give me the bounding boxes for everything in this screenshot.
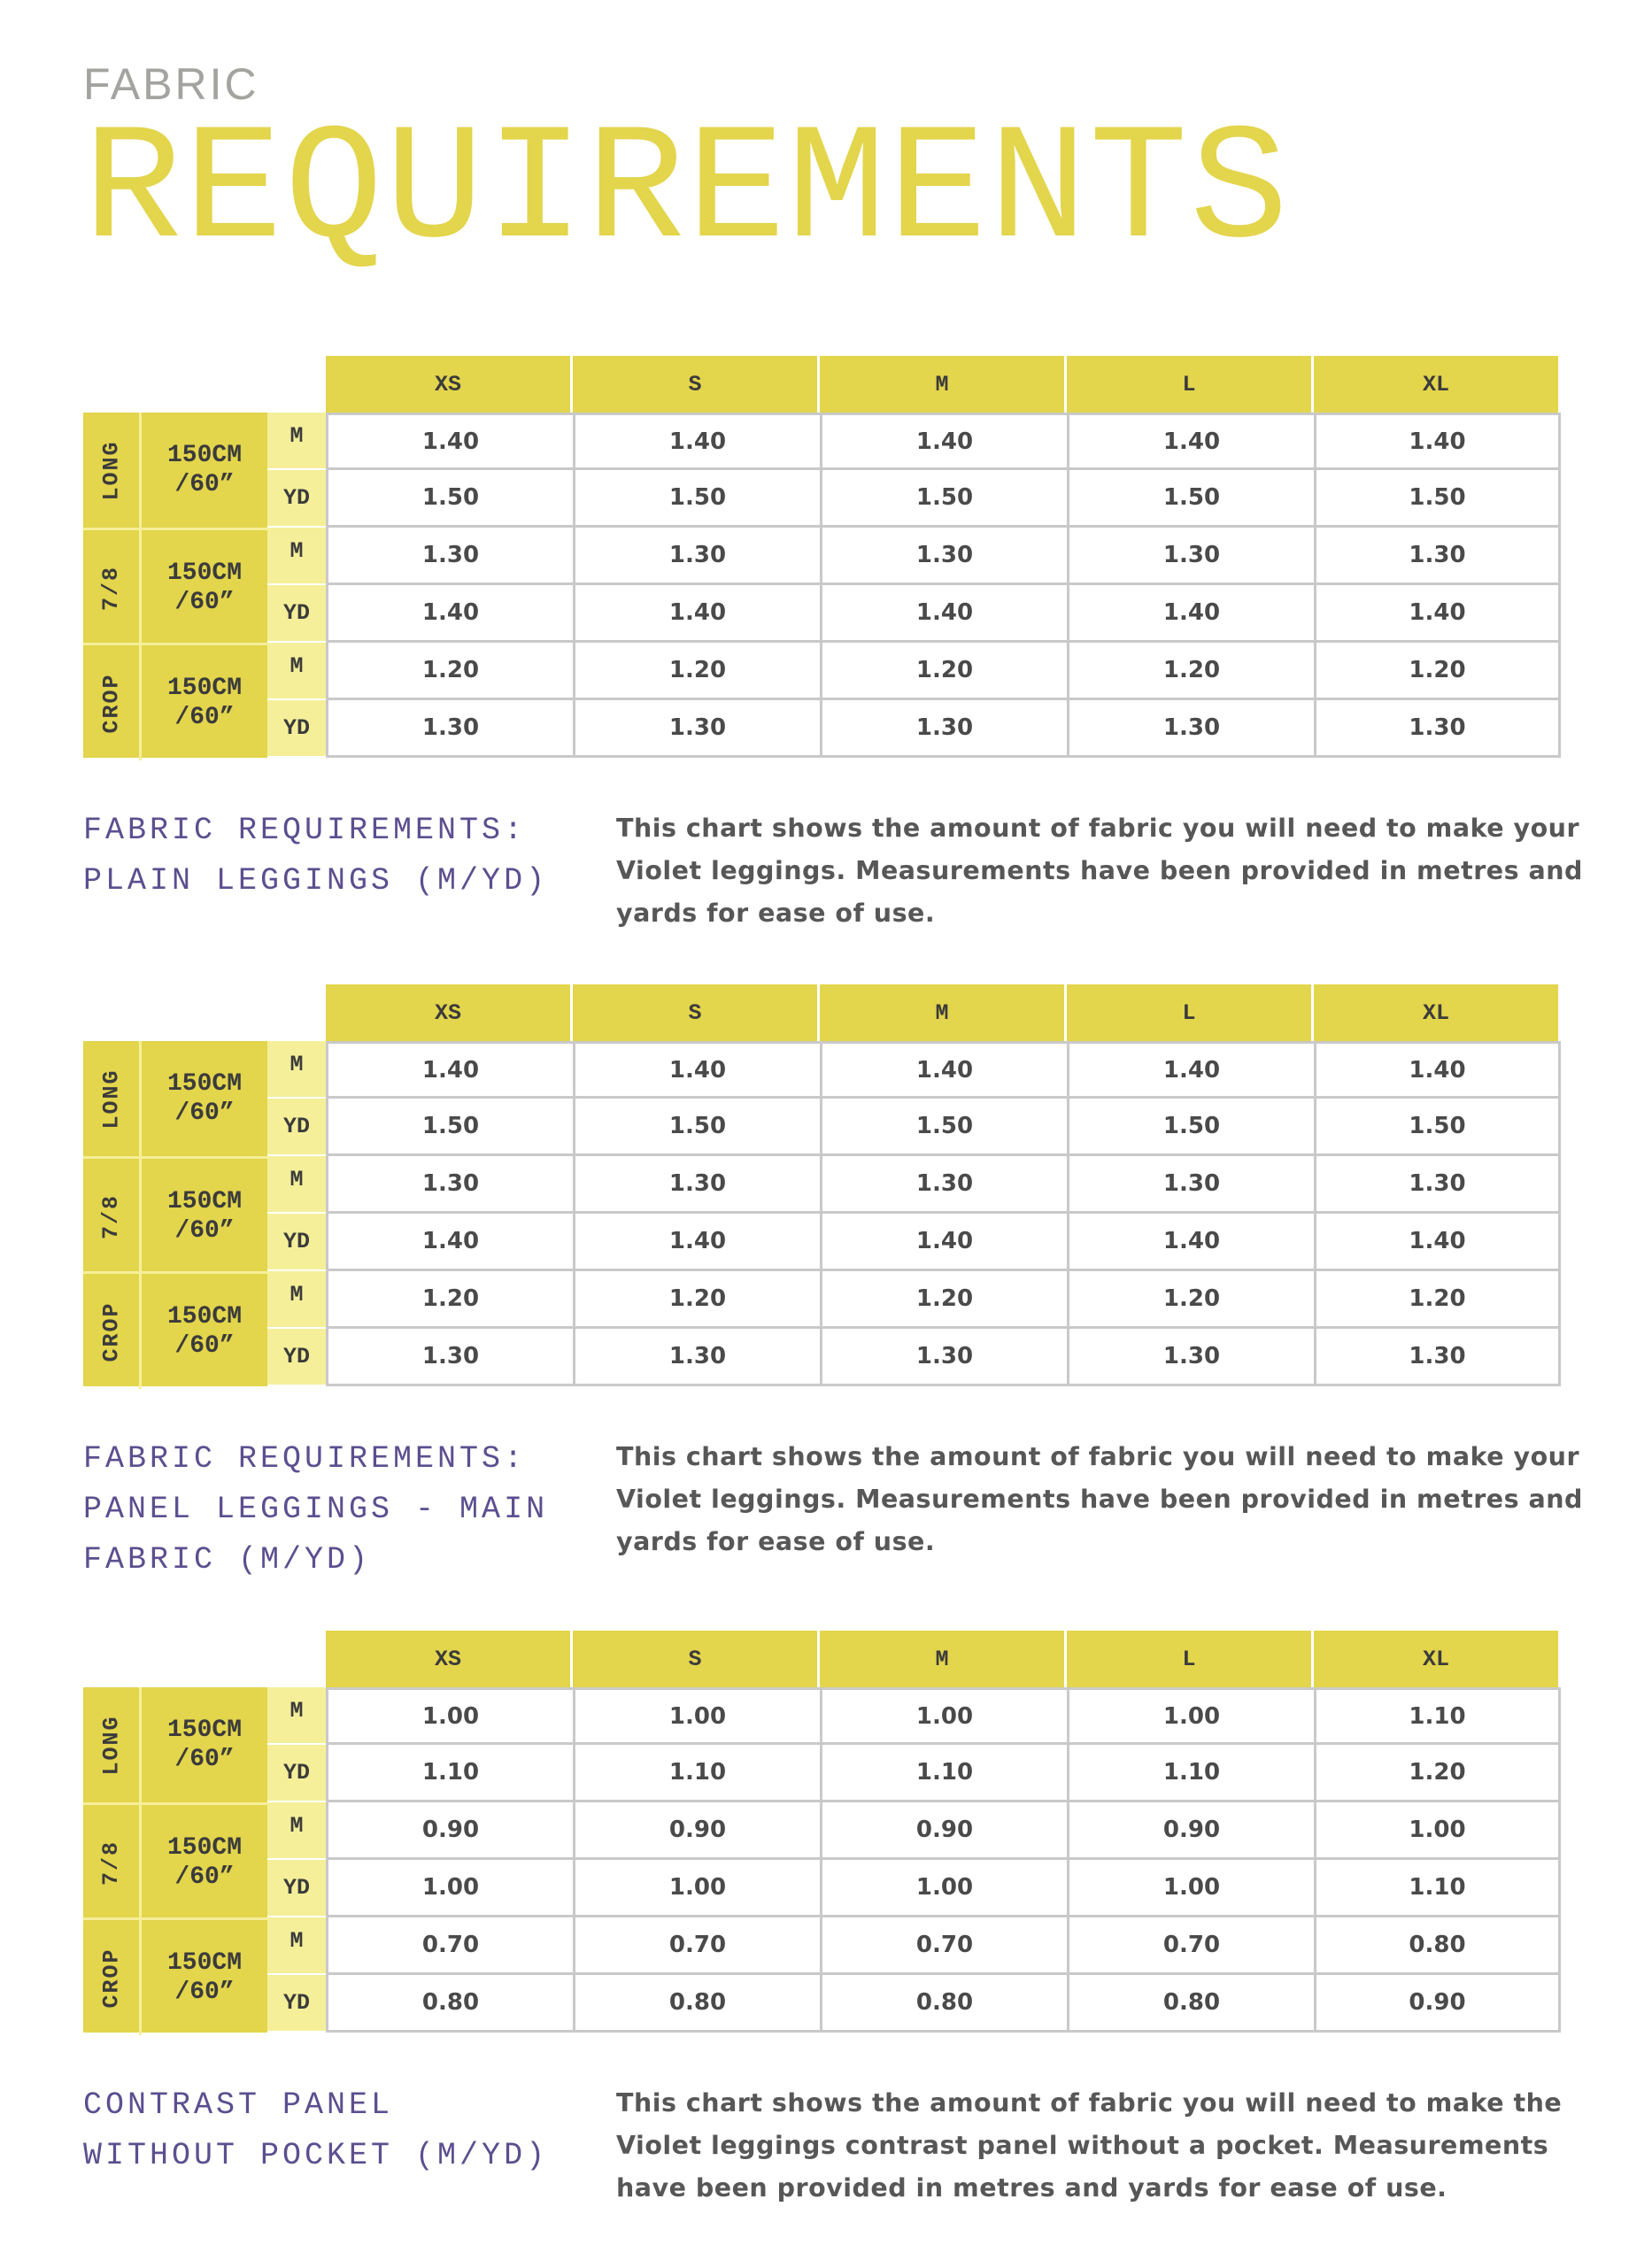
length-label [83,1274,142,1389]
table-cell: 1.20 [1314,1745,1561,1802]
table-cell: 1.00 [326,1860,573,1917]
unit-label-m: M [267,528,326,585]
table-cell: 1.00 [820,1860,1067,1917]
fabric-width-line: 150CM [166,442,242,469]
table-cell: 0.70 [820,1917,1067,1975]
table-cell: 1.40 [1314,1214,1561,1271]
fabric-width-label [142,1805,267,1920]
length-label-text: LONG [98,439,125,501]
table-cell: 1.40 [1067,585,1314,643]
unit-label-m: M [267,1271,326,1329]
length-label-text: CROP [98,672,125,734]
unit-label-m: M [267,1156,326,1214]
table-cell: 1.50 [573,1099,820,1156]
size-header-l: L [1067,356,1314,413]
table-cell: 1.10 [326,1745,573,1802]
row-group-crop [83,1917,267,2033]
size-header-s: S [573,1631,820,1687]
table-cell: 1.40 [573,585,820,643]
unit-label-yd: YD [267,1214,326,1271]
row-group-long [83,413,267,528]
table-cell: 1.20 [326,643,573,700]
unit-label-yd: YD [267,585,326,643]
size-header-xl: XL [1314,1631,1561,1687]
table-cell: 1.30 [326,528,573,585]
table-cell: 1.30 [820,700,1067,758]
fabric-width-line: 150CM [166,1188,242,1215]
fabric-width-line: /60” [174,1099,235,1127]
table-cell: 1.40 [326,1041,573,1099]
table-cell: 1.10 [820,1745,1067,1802]
table-cell: 1.20 [1314,643,1561,700]
table-cell: 1.40 [820,413,1067,470]
table-cell: 1.00 [1067,1687,1314,1745]
size-header-s: S [573,984,820,1041]
fabric-width-line: /60” [174,1979,235,2006]
row-group-7-8 [83,528,267,643]
table-cell: 0.80 [1314,1917,1561,1975]
table-cell: 0.90 [1314,1975,1561,2033]
fabric-width-line: 150CM [166,1070,242,1098]
fabric-width-line: /60” [174,1863,235,1891]
length-label [83,1687,142,1802]
table-cell: 1.30 [1314,528,1561,585]
unit-label-yd: YD [267,700,326,758]
table-cell: 1.30 [820,528,1067,585]
fabric-width-label [142,530,267,645]
table-cell: 1.40 [573,1041,820,1099]
table-cell: 0.80 [326,1975,573,2033]
table-cell: 0.80 [820,1975,1067,2033]
unit-label-m: M [267,643,326,700]
unit-label-yd: YD [267,1860,326,1917]
table-cell: 1.00 [1314,1802,1561,1860]
row-group-crop [83,643,267,758]
table-cell: 1.30 [573,528,820,585]
size-header-xl: XL [1314,356,1561,413]
table-cell: 1.50 [820,1099,1067,1156]
unit-label-yd: YD [267,1329,326,1386]
table-cell: 1.20 [573,643,820,700]
fabric-width-line: 150CM [166,1303,242,1331]
table-cell: 1.50 [326,470,573,528]
table-cell: 1.30 [573,1156,820,1214]
table-cell: 1.00 [573,1687,820,1745]
length-label-text: 7/8 [97,565,124,611]
fabric-width-line: 150CM [166,559,242,587]
size-header-m: M [820,356,1067,413]
table-cell: 1.30 [1314,1156,1561,1214]
fabric-width-line: /60” [174,1217,235,1245]
table-cell: 0.70 [1067,1917,1314,1975]
table-cell: 1.50 [1067,470,1314,528]
length-label [83,1159,142,1274]
unit-label-yd: YD [267,470,326,528]
fabric-width-label [142,1274,267,1389]
table-cell: 1.40 [326,585,573,643]
table-cell: 0.90 [326,1802,573,1860]
table-cell: 1.20 [820,1271,1067,1329]
table-cell: 0.70 [326,1917,573,1975]
table-cell: 1.20 [573,1271,820,1329]
fabric-width-line: 150CM [166,675,242,702]
row-group-crop [83,1271,267,1386]
size-header-xs: XS [326,984,573,1041]
table-cell: 1.50 [1067,1099,1314,1156]
table-cell: 0.90 [573,1802,820,1860]
table-cell: 1.40 [1314,1041,1561,1099]
unit-label-m: M [267,1802,326,1860]
fabric-width-line: /60” [174,589,235,616]
table-cell: 0.90 [820,1802,1067,1860]
size-header-m: M [820,1631,1067,1687]
table-cell: 1.00 [326,1687,573,1745]
table-cell: 1.20 [820,643,1067,700]
table-cell: 1.40 [326,413,573,470]
table-cell: 1.50 [573,470,820,528]
table-cell: 1.10 [1314,1860,1561,1917]
page-title: REQUIREMENTS [83,98,1291,285]
table-caption: FABRIC REQUIREMENTS: PANEL LEGGINGS - MAIN FABRIC (M/YD) [83,1441,549,1578]
table-cell: 1.40 [1067,1214,1314,1271]
table-cell: 1.30 [1067,1329,1314,1386]
table-cell: 1.30 [326,1156,573,1214]
length-label [83,1041,142,1156]
table-cell: 1.00 [573,1860,820,1917]
size-header-m: M [820,984,1067,1041]
unit-label-yd: YD [267,1745,326,1802]
size-header-xs: XS [326,356,573,413]
table-cell: 0.80 [1067,1975,1314,2033]
length-label-text: LONG [98,1714,125,1776]
table-cell: 1.00 [1067,1860,1314,1917]
length-label [83,645,142,760]
table-cell: 1.20 [1314,1271,1561,1329]
table-cell: 1.30 [1067,1156,1314,1214]
length-label [83,1805,142,1920]
table-cell: 1.40 [1067,413,1314,470]
unit-label-yd: YD [267,1099,326,1156]
table-cell: 1.30 [1067,700,1314,758]
table-cell: 1.40 [326,1214,573,1271]
fabric-width-label [142,645,267,760]
table-cell: 1.50 [1314,470,1561,528]
fabric-width-line: 150CM [166,1717,242,1744]
table-description: This chart shows the amount of fabric you will need to make your Violet leggings. Measurements have been provided in metres and yards for ease of use. [616,814,1583,928]
length-label [83,413,142,528]
unit-label-m: M [267,1041,326,1099]
table-cell: 1.50 [1314,1099,1561,1156]
fabric-width-line: 150CM [166,1834,242,1862]
table-cell: 1.30 [573,1329,820,1386]
table-cell: 0.90 [1067,1802,1314,1860]
unit-label-yd: YD [267,1975,326,2033]
table-cell: 1.50 [326,1099,573,1156]
table-cell: 1.30 [326,1329,573,1386]
table-cell: 1.30 [1314,1329,1561,1386]
table-cell: 1.40 [820,585,1067,643]
table-cell: 1.10 [573,1745,820,1802]
size-header-s: S [573,356,820,413]
table-cell: 1.30 [1067,528,1314,585]
row-group-7-8 [83,1802,267,1917]
table-cell: 1.30 [820,1329,1067,1386]
table-cell: 1.30 [326,700,573,758]
length-label-text: 7/8 [97,1193,124,1239]
table-caption: FABRIC REQUIREMENTS: PLAIN LEGGINGS (M/YD) [83,813,549,899]
table-cell: 1.20 [1067,1271,1314,1329]
table-cell: 1.40 [820,1214,1067,1271]
fabric-width-line: /60” [174,704,235,731]
table-cell: 1.20 [1067,643,1314,700]
fabric-width-line: /60” [174,1746,235,1773]
table-cell: 1.40 [573,1214,820,1271]
row-group-7-8 [83,1156,267,1271]
table-cell: 1.40 [820,1041,1067,1099]
length-label-text: 7/8 [97,1840,124,1886]
length-label-text: CROP [98,1947,125,2009]
page-kicker: FABRIC [83,59,259,109]
table-cell: 0.70 [573,1917,820,1975]
unit-label-m: M [267,1917,326,1975]
fabric-width-label [142,413,267,528]
unit-label-m: M [267,413,326,470]
fabric-width-line: /60” [174,471,235,498]
table-cell: 1.10 [1067,1745,1314,1802]
table-caption: CONTRAST PANEL WITHOUT POCKET (M/YD) [83,2087,549,2173]
size-header-l: L [1067,984,1314,1041]
table-cell: 1.30 [1314,700,1561,758]
table-description: This chart shows the amount of fabric you will need to make the Violet leggings contrast panel without a pocket. Measurements have been provided in metres and yards for ease of use. [616,2088,1563,2203]
row-group-long [83,1687,267,1802]
table-cell: 1.50 [820,470,1067,528]
length-label [83,1920,142,2035]
size-header-xl: XL [1314,984,1561,1041]
length-label [83,530,142,645]
row-group-long [83,1041,267,1156]
table-cell: 1.00 [820,1687,1067,1745]
table-cell: 1.40 [1067,1041,1314,1099]
table-cell: 1.40 [1314,585,1561,643]
fabric-width-label [142,1159,267,1274]
table-cell: 1.30 [573,700,820,758]
length-label-text: CROP [98,1300,125,1362]
fabric-width-label [142,1041,267,1156]
size-header-l: L [1067,1631,1314,1687]
fabric-width-line: 150CM [166,1949,242,1977]
table-cell: 1.10 [1314,1687,1561,1745]
unit-label-m: M [267,1687,326,1745]
table-cell: 1.40 [1314,413,1561,470]
table-description: This chart shows the amount of fabric you will need to make your Violet leggings. Measurements have been provided in metres and yards for ease of use. [616,1442,1583,1556]
table-cell: 1.40 [573,413,820,470]
table-cell: 1.20 [326,1271,573,1329]
length-label-text: LONG [98,1068,125,1130]
fabric-width-label [142,1920,267,2035]
table-cell: 0.80 [573,1975,820,2033]
table-cell: 1.30 [820,1156,1067,1214]
fabric-width-label [142,1687,267,1802]
size-header-xs: XS [326,1631,573,1687]
fabric-width-line: /60” [174,1332,235,1360]
